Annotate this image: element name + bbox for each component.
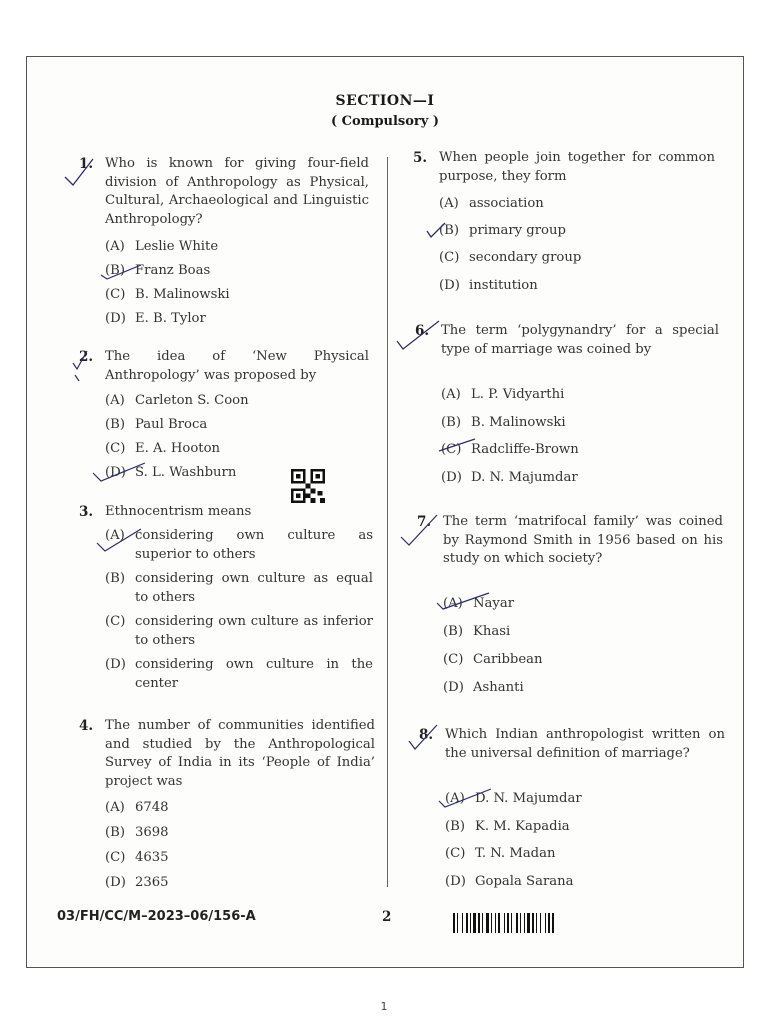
question-number: 6. [415, 323, 430, 339]
question-text: The idea of ‘New Physical Anthropology’ was proposed by [105, 349, 369, 383]
option-d[interactable]: (D) 2365 [105, 875, 169, 890]
option-a[interactable]: (A) D. N. Majumdar [445, 791, 582, 806]
question-text: The number of communities identified and studied by the Anthropological Survey of India in its ‘People of India’ project was [105, 718, 375, 789]
option-b[interactable]: (B) B. Malinowski [441, 415, 566, 430]
question-number: 7. [417, 514, 432, 530]
option-a[interactable]: (A) Nayar [443, 596, 515, 611]
option-c[interactable]: (C) T. N. Madan [445, 846, 556, 861]
option-d[interactable]: (D) Gopala Sarana [445, 874, 574, 889]
question-text: Who is known for giving four-field division of Anthropology as Physical, Cultural, Archaeological and Linguistic Anthropology? [105, 156, 369, 227]
option-a[interactable]: (A) Leslie White [105, 239, 219, 254]
option-c[interactable]: (C) Caribbean [443, 652, 543, 667]
question-5 [413, 149, 715, 293]
question-4 [79, 717, 375, 890]
option-b[interactable]: (B) Paul Broca [105, 417, 208, 432]
option-b[interactable]: (B) primary group [439, 223, 566, 238]
option-c[interactable]: (C) considering own culture as inferior to others [105, 614, 373, 648]
question-7 [417, 513, 723, 695]
column-divider [387, 157, 388, 887]
question-text: Ethnocentrism means [105, 504, 252, 519]
option-a[interactable]: (A) considering own culture as superior to others [105, 528, 373, 562]
option-b[interactable]: (B) K. M. Kapadia [445, 819, 570, 834]
option-d[interactable]: (D) E. B. Tylor [105, 311, 206, 326]
option-b[interactable]: (B) 3698 [105, 825, 169, 840]
barcode-icon [453, 913, 653, 933]
question-number: 5. [413, 150, 428, 166]
question-text: When people join together for common purpose, they form [439, 150, 715, 184]
option-b[interactable]: (B) considering own culture as equal to others [105, 571, 373, 605]
question-text: The term ‘matrifocal family’ was coined by Raymond Smith in 1956 based on his study on which society? [443, 514, 723, 566]
question-number: 1. [79, 156, 94, 172]
question-number: 3. [79, 504, 94, 520]
option-d[interactable]: (D) institution [439, 278, 538, 293]
option-d[interactable]: (D) considering own culture in the center [105, 657, 373, 691]
option-a[interactable]: (A) 6748 [105, 800, 169, 815]
option-a[interactable]: (A) association [439, 196, 544, 211]
question-8 [419, 726, 725, 889]
option-d[interactable]: (D) Ashanti [443, 680, 524, 695]
question-number: 8. [419, 727, 434, 743]
option-c[interactable]: (C) B. Malinowski [105, 287, 230, 302]
question-number: 4. [79, 718, 94, 734]
question-2 [79, 348, 369, 480]
paper-code: 03/FH/CC/M–2023–06/156-A [57, 909, 256, 924]
question-text: The term ‘polygynandry’ for a special type of marriage was coined by [441, 323, 719, 357]
option-d[interactable]: (D) S. L. Washburn [105, 465, 237, 480]
question-number: 2. [79, 349, 94, 365]
option-a[interactable]: (A) Carleton S. Coon [105, 393, 249, 408]
option-c[interactable]: (C) Radcliffe-Brown [441, 442, 579, 457]
question-1 [79, 155, 369, 326]
option-b[interactable]: (B) Khasi [443, 624, 511, 639]
option-d[interactable]: (D) D. N. Majumdar [441, 470, 578, 485]
option-c[interactable]: (C) 4635 [105, 850, 169, 865]
option-c[interactable]: (C) secondary group [439, 250, 582, 265]
question-6 [415, 322, 719, 485]
page-number: 2 [382, 909, 392, 925]
exam-sheet [26, 56, 744, 968]
viewer-page-number: 1 [380, 1000, 388, 1013]
question-3 [79, 503, 373, 691]
section-subtitle: ( Compulsory ) [331, 114, 439, 129]
option-a[interactable]: (A) L. P. Vidyarthi [441, 387, 565, 402]
qr-code-icon [291, 469, 325, 503]
option-c[interactable]: (C) E. A. Hooton [105, 441, 221, 456]
section-title: SECTION—I [335, 93, 435, 109]
question-text: Which Indian anthropologist written on the universal definition of marriage? [445, 727, 725, 761]
option-b[interactable]: (B) Franz Boas [105, 263, 211, 278]
